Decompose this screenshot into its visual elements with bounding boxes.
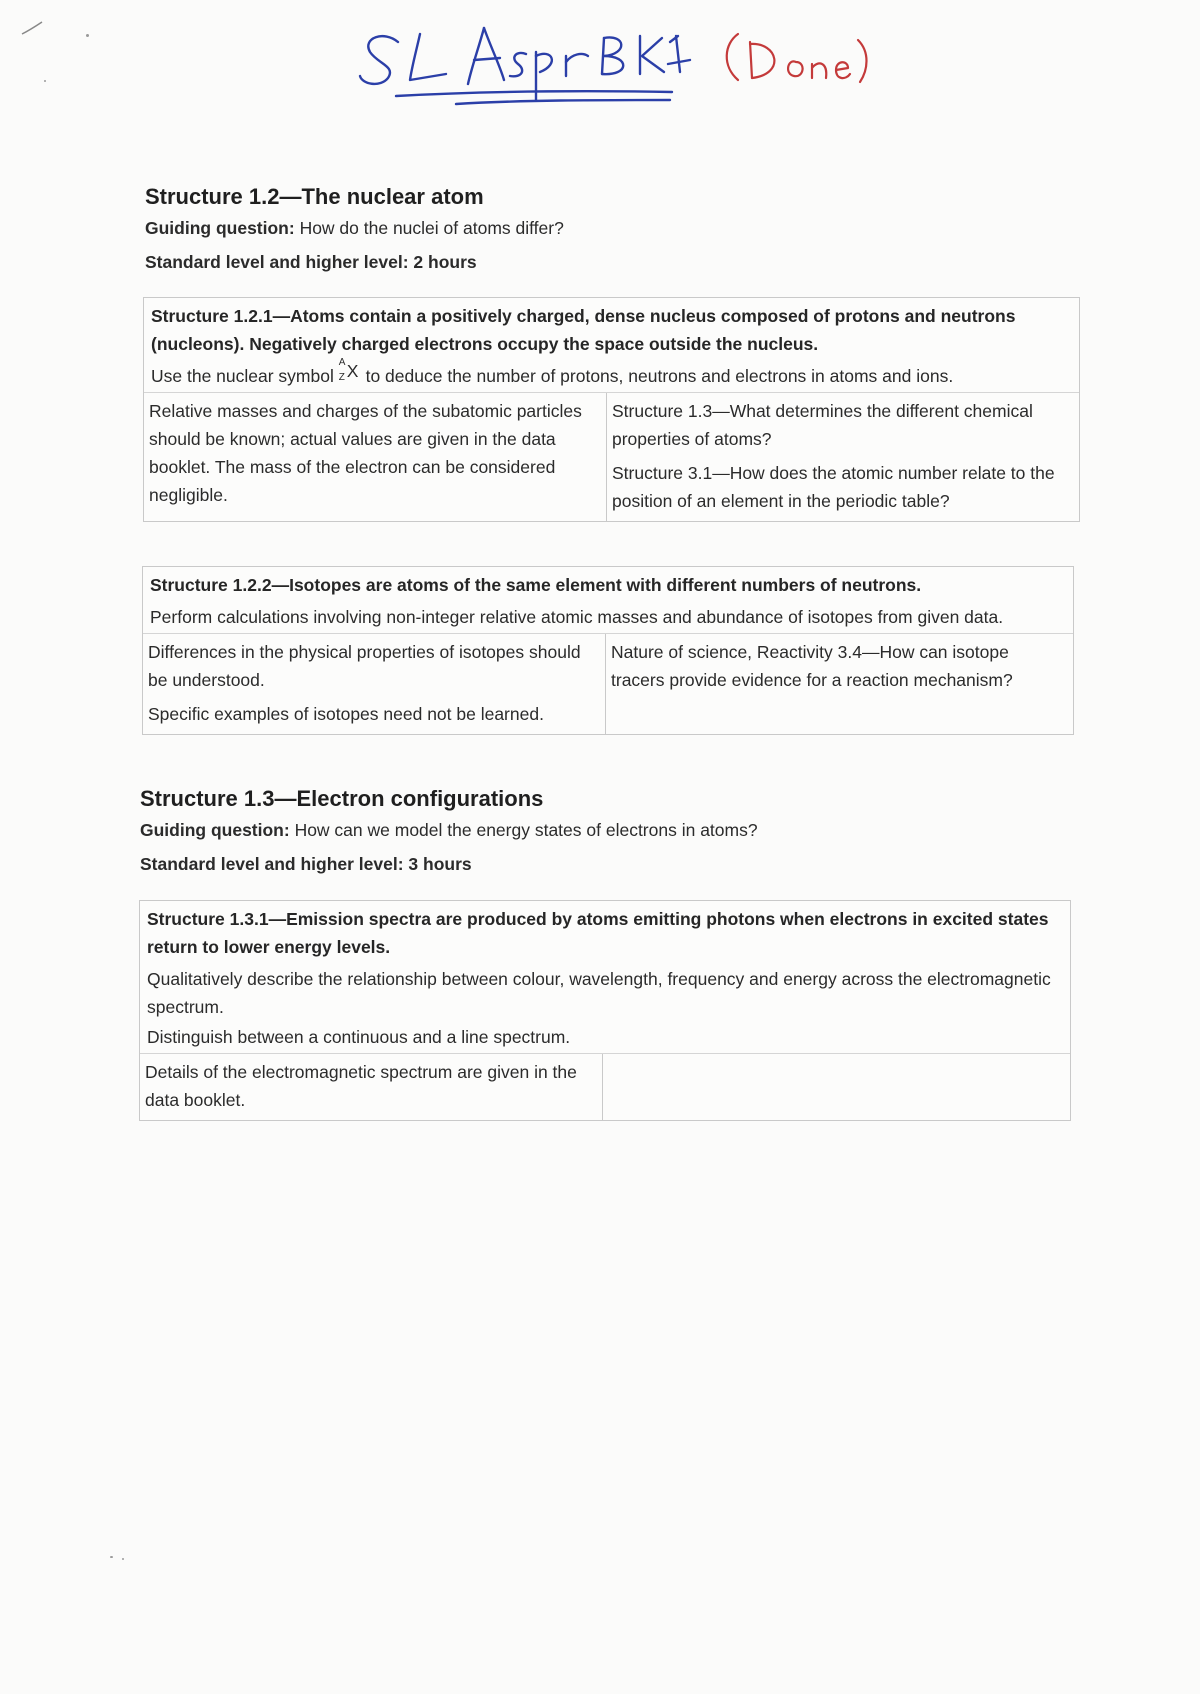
handwritten-note xyxy=(360,28,690,104)
handwritten-status xyxy=(727,34,867,82)
section-structure-1-2 xyxy=(145,184,1105,273)
link-text: Nature of science, Reactivity 3.4—How can isotope tracers provide evidence for a reaction mechanism? xyxy=(611,642,1013,690)
guidance-row xyxy=(140,1053,1070,1120)
content-box-1-3-1 xyxy=(139,900,1071,1121)
guidance-row xyxy=(143,633,1073,734)
guidance-text: Specific examples of isotopes need not be learned. xyxy=(148,704,544,724)
guiding-question xyxy=(140,820,1100,841)
section-structure-1-3 xyxy=(140,786,1100,875)
guiding-question xyxy=(145,218,1105,239)
link-text: Structure 1.3—What determines the different chemical properties of atoms? xyxy=(612,401,1033,449)
links-cell xyxy=(606,634,1073,734)
scan-speck xyxy=(122,1558,124,1560)
section-title: Structure 1.2—The nuclear atom xyxy=(145,184,484,209)
guidance-cell xyxy=(143,634,606,734)
scan-speck xyxy=(44,80,46,82)
content-box-1-2-2 xyxy=(142,566,1074,735)
application-text: Distinguish between a continuous and a line spectrum. xyxy=(147,1027,571,1047)
handwritten-annotation xyxy=(0,0,1200,140)
guidance-row xyxy=(144,392,1079,521)
understanding-heading: Structure 1.2.1—Atoms contain a positively charged, dense nucleus composed of protons and neutrons (nucleons). Negatively charged electrons occupy the space outside the nucleus. xyxy=(151,306,1016,354)
guidance-text: Differences in the physical properties of isotopes should be understood. xyxy=(148,642,581,690)
section-title: Structure 1.3—Electron configurations xyxy=(140,786,544,811)
scan-speck xyxy=(110,1556,113,1558)
guiding-label: Guiding question: xyxy=(145,218,295,238)
scan-speck xyxy=(86,34,89,37)
links-cell xyxy=(607,393,1079,521)
teaching-hours: Standard level and higher level: 2 hours xyxy=(145,252,477,272)
guiding-text: How do the nuclei of atoms differ? xyxy=(294,218,564,238)
link-text: Structure 3.1—How does the atomic number relate to the position of an element in the periodic table? xyxy=(612,463,1055,511)
scan-mark xyxy=(22,22,42,34)
application-text: Perform calculations involving non-integer relative atomic masses and abundance of isotopes from given data. xyxy=(150,607,1004,627)
guidance-cell xyxy=(140,1054,603,1120)
application-text: Qualitatively describe the relationship between colour, wavelength, frequency and energy across the electromagnetic spectrum. xyxy=(147,969,1051,1017)
understanding-heading: Structure 1.3.1—Emission spectra are produced by atoms emitting photons when electrons in excited states return to lower energy levels. xyxy=(147,909,1049,957)
application-text: Use the nuclear symbol A Z X to deduce the number of protons, neutrons and electrons in atoms and ions. xyxy=(151,357,954,386)
links-cell xyxy=(603,1054,1070,1120)
teaching-hours: Standard level and higher level: 3 hours xyxy=(140,854,472,874)
guidance-text: Relative masses and charges of the subatomic particles should be known; actual values are given in the data booklet. The mass of the electron can be considered negligible. xyxy=(149,401,582,505)
guidance-text: Details of the electromagnetic spectrum are given in the data booklet. xyxy=(145,1062,577,1110)
understanding-heading: Structure 1.2.2—Isotopes are atoms of the same element with different numbers of neutrons. xyxy=(150,575,922,595)
nuclear-symbol: A Z X xyxy=(338,357,359,383)
guidance-cell xyxy=(144,393,607,521)
guiding-text: How can we model the energy states of electrons in atoms? xyxy=(289,820,758,840)
guiding-label: Guiding question: xyxy=(140,820,290,840)
content-box-1-2-1 xyxy=(143,297,1080,522)
